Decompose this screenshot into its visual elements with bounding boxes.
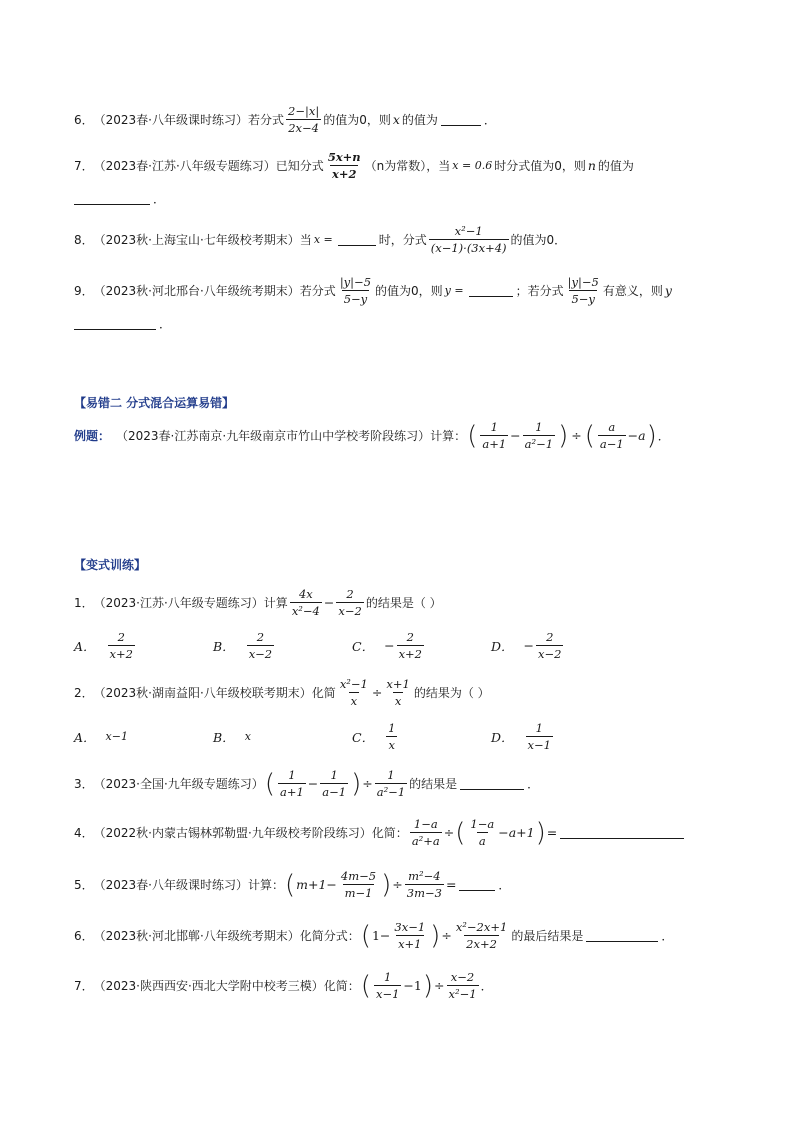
question-source: （2023·全国·九年级专题练习）	[93, 777, 264, 791]
fraction: $\frac{3x-1}{x+1}$	[394, 920, 426, 951]
option-a[interactable]: A． $\frac{2}{x+2}$	[74, 630, 133, 661]
fraction: $\frac{|y|-5}{5-y}$	[567, 275, 599, 306]
question-source: （2023·江苏·八年级专题练习）计算	[93, 596, 288, 610]
example-problem: 例题： （2023春·江苏南京·九年级南京市竹山中学校考阶段练习）计算： ( $\frac{1}{a+1}$ − $\frac{1}{\text{a²−1}}$ ) ÷ ( $\frac{a}{a-1}$ −a ) ．	[74, 420, 670, 451]
question-9: 9． （2023秋·河北邢台·八年级统考期末）若分式 $\frac{|y|-5}{5-y}$ 的值为0，则 y = ；若分式 $\frac{|y|-5}{5-y}$ 有意义，则 y	[74, 275, 672, 306]
question-source: （2023秋·河北邢台·八年级统考期末）若分式	[93, 284, 336, 298]
section-heading: 【易错二 分式混合运算易错】	[74, 396, 235, 410]
answer-blank[interactable]	[441, 113, 481, 126]
variant-question-6: 6． （2023秋·河北邯郸·八年级统考期末）化简分式： ( 1− $\frac{3x-1}{x+1}$ ) ÷ $\frac{\text{x²−2x+1}}{2x+2}$ 的最后结果是 ．	[74, 920, 674, 951]
fraction: $\frac{\text{x²−2x+1}}{2x+2}$	[455, 920, 508, 951]
variant-1-options	[74, 630, 630, 661]
fraction: $\frac{2-|x|}{2x-4}$	[288, 104, 320, 135]
variant-question-3: 3． （2023·全国·九年级专题练习） ( $\frac{1}{a+1}$ − $\frac{1}{a-1}$ ) ÷ $\frac{1}{\text{a²−1}}$ 的结果是 ．	[74, 768, 540, 799]
variant-question-2: 2． （2023秋·湖南益阳·八年级校联考期末）化简 $\frac{\text{x²−1}}{x}$ ÷ $\frac{x+1}{x}$ 的结果为（ ）	[74, 677, 490, 708]
fraction: $\frac{1}{x-1}$	[375, 970, 400, 1001]
fraction: $\frac{\text{x²−1}}{x}$	[339, 677, 368, 708]
variant-question-7: 7． （2023·陕西西安·西北大学附中校考三模）化简： ( $\frac{1}{x-1}$ −1 ) ÷ $\frac{x-2}{\text{x²−1}}$ ．	[74, 970, 493, 1001]
option-c[interactable]: C． $\frac{1}{x}$	[352, 721, 396, 752]
question-7-answer-line: ．	[74, 190, 165, 207]
question-number: 5．	[74, 878, 94, 892]
example-label: 例题：	[74, 429, 111, 443]
question-9-answer-line: ．	[74, 315, 171, 332]
answer-blank[interactable]	[469, 284, 513, 297]
variant-question-1: 1． （2023·江苏·八年级专题练习）计算 $\frac{4x}{\text{x²−4}}$ − $\frac{2}{x-2}$ 的结果是（ ）	[74, 587, 442, 618]
question-number: 4．	[74, 826, 94, 840]
section-heading: 【变式训练】	[74, 558, 147, 572]
answer-blank[interactable]	[460, 777, 524, 790]
question-source: （2022秋·内蒙古锡林郭勒盟·九年级校考阶段练习）化简：	[93, 826, 408, 840]
question-number: 7．	[74, 979, 94, 993]
fraction: $\frac{1}{a-1}$	[322, 768, 347, 799]
option-a[interactable]: A． x−1	[74, 729, 128, 745]
fraction: $\frac{a}{a-1}$	[599, 420, 624, 451]
question-number: 8．	[74, 233, 94, 247]
question-number: 1．	[74, 596, 94, 610]
fraction: $\frac{4x}{\text{x²−4}}$	[291, 587, 320, 618]
question-source: （2023春·江苏南京·九年级南京市竹山中学校考阶段练习）计算：	[116, 429, 467, 443]
answer-blank[interactable]	[560, 826, 684, 839]
question-8: 8． （2023秋·上海宝山·七年级校考期末）当 x = 时，分式 $\frac{\text{x²−1}}{(x-1)\cdot(3x+4)}$ 的值为0．	[74, 224, 567, 255]
option-b[interactable]: B． $\frac{2}{x-2}$	[213, 630, 273, 661]
variant-2-options	[74, 721, 630, 752]
question-number: 3．	[74, 777, 94, 791]
option-b[interactable]: B． x	[213, 729, 251, 745]
answer-blank[interactable]	[586, 929, 658, 942]
question-number: 6．	[74, 113, 94, 127]
answer-blank[interactable]	[338, 233, 376, 246]
variant-question-4: 4． （2022秋·内蒙古锡林郭勒盟·九年级校考阶段练习）化简： $\frac{1-a}{\text{a²+a}}$ ÷ ( $\frac{1-a}{a}$ −a+1 ) =	[74, 817, 687, 848]
fraction: $\frac{\text{x²−1}}{(x-1)\cdot(3x+4)}$	[430, 224, 507, 255]
variant-question-5: 5． （2023春·八年级课时练习）计算： ( m+1− $\frac{4m-5}{m-1}$ ) ÷ $\frac{\text{m²−4}}{3m-3}$ = ．	[74, 869, 511, 900]
fraction: $\frac{1}{a+1}$	[279, 768, 304, 799]
question-source: （2023春·八年级课时练习）计算：	[93, 878, 284, 892]
question-source: （2023春·江苏·八年级专题练习）已知分式	[93, 159, 324, 173]
answer-blank[interactable]	[459, 878, 495, 891]
question-source: （2023秋·上海宝山·七年级校考期末）当	[93, 233, 312, 247]
fraction: $\frac{2}{x-2}$	[338, 587, 362, 618]
fraction: $\frac{1-a}{a}$	[470, 817, 495, 848]
fraction: $\frac{1}{\text{a²−1}}$	[376, 768, 406, 799]
fraction: $\frac{x+1}{x}$	[386, 677, 410, 708]
fraction: $\frac{1-a}{\text{a²+a}}$	[411, 817, 440, 848]
option-d[interactable]: D． − $\frac{2}{x-2}$	[491, 630, 562, 661]
fraction: $\frac{\text{m²−4}}{3m-3}$	[406, 869, 442, 900]
question-source: （2023秋·湖南益阳·八年级校联考期末）化简	[93, 686, 336, 700]
question-number: 9．	[74, 284, 94, 298]
fraction: $\frac{1}{a+1}$	[482, 420, 507, 451]
question-source: （2023秋·河北邯郸·八年级统考期末）化简分式：	[93, 929, 360, 943]
question-source: （2023春·八年级课时练习）若分式	[93, 113, 284, 127]
question-6: 6． （2023春·八年级课时练习）若分式 $\frac{2-|x|}{2x-4}$ 的值为0，则 x 的值为 ．	[74, 104, 496, 135]
fraction: $\frac{1}{\text{a²−1}}$	[524, 420, 554, 451]
option-c[interactable]: C． − $\frac{2}{x+2}$	[352, 630, 423, 661]
fraction: $\frac{|y|-5}{5-y}$	[339, 275, 372, 306]
question-7: 7． （2023春·江苏·八年级专题练习）已知分式 $\frac{5x+n}{x+2}$ （n为常数），当 x = 0.6 时分式值为0，则 n 的值为	[74, 150, 634, 181]
answer-blank[interactable]	[74, 192, 150, 205]
question-source: （2023·陕西西安·西北大学附中校考三模）化简：	[93, 979, 360, 993]
question-number: 7．	[74, 159, 94, 173]
fraction: $\frac{5x+n}{x+2}$	[327, 150, 361, 181]
question-number: 2．	[74, 686, 94, 700]
answer-blank[interactable]	[74, 317, 156, 330]
option-d[interactable]: D． $\frac{1}{x-1}$	[491, 721, 551, 752]
question-number: 6．	[74, 929, 94, 943]
fraction: $\frac{4m-5}{m-1}$	[340, 869, 377, 900]
fraction: $\frac{x-2}{\text{x²−1}}$	[448, 970, 477, 1001]
